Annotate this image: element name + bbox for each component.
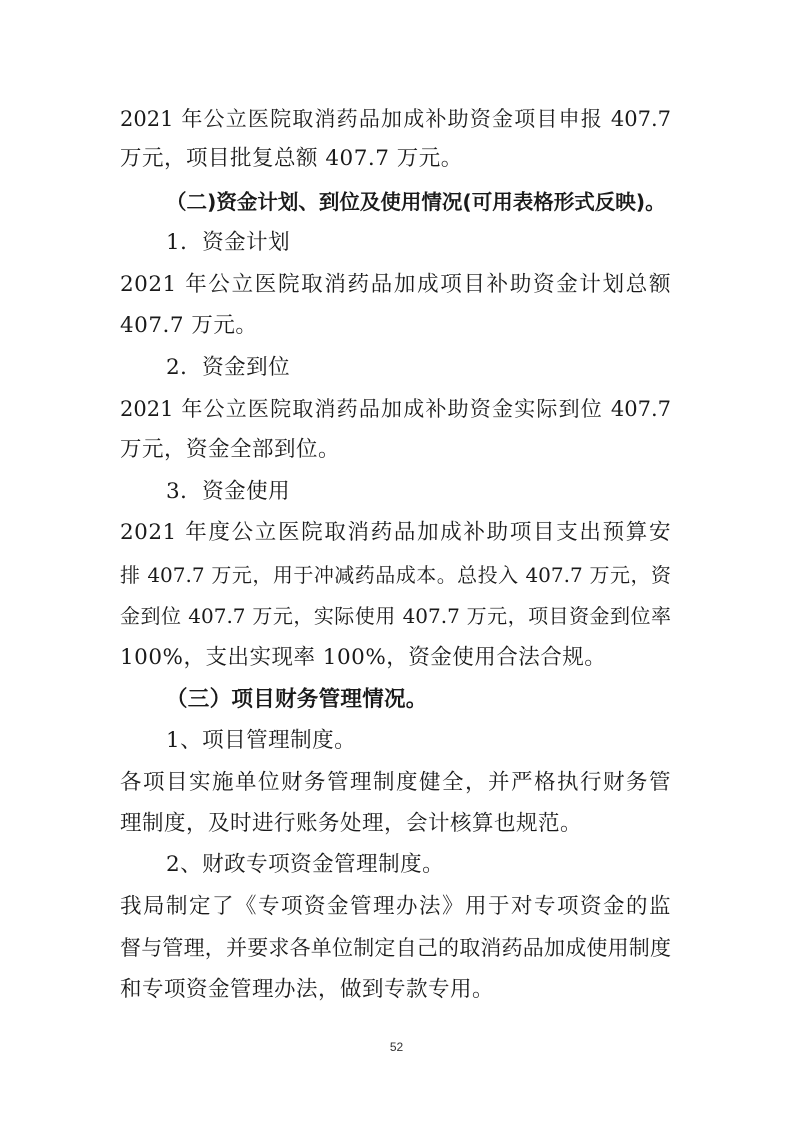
subsection-title: 2、财政专项资金管理制度。 xyxy=(166,852,445,877)
paragraph-line: 金到位 407.7 万元，实际使用 407.7 万元，项目资金到位率 xyxy=(120,604,671,628)
subsection-title: 3．资金使用 xyxy=(166,479,291,504)
paragraph-line: 2021 年公立医院取消药品加成项目补助资金计划总额 xyxy=(120,272,671,297)
paragraph-line: 督与管理，并要求各单位制定自己的取消药品加成使用制度 xyxy=(120,936,671,960)
paragraph-line: 2021 年公立医院取消药品加成补助资金项目申报 407.7 xyxy=(120,107,671,131)
paragraph-line: 和专项资金管理办法，做到专款专用。 xyxy=(120,977,495,1002)
paragraph-line: 407.7 万元。 xyxy=(120,313,258,338)
paragraph-line: 排 407.7 万元，用于冲减药品成本。总投入 407.7 万元，资 xyxy=(120,563,671,587)
section-heading: （二)资金计划、到位及使用情况(可用表格形式反映)。 xyxy=(166,190,666,214)
subsection-title: 2．资金到位 xyxy=(166,355,291,380)
paragraph-line: 我局制定了《专项资金管理办法》用于对专项资金的监 xyxy=(120,894,671,919)
paragraph-line: 万元，资金全部到位。 xyxy=(120,437,341,462)
paragraph-line: 100%，支出实现率 100%，资金使用合法合规。 xyxy=(120,645,607,670)
section-heading: （三）项目财务管理情况。 xyxy=(166,687,428,712)
paragraph-line: 万元，项目批复总额 407.7 万元。 xyxy=(120,146,463,171)
paragraph-line: 各项目实施单位财务管理制度健全，并严格执行财务管 xyxy=(120,770,671,795)
subsection-title: 1、项目管理制度。 xyxy=(166,728,357,753)
paragraph-line: 2021 年度公立医院取消药品加成补助项目支出预算安 xyxy=(120,520,671,545)
paragraph-line: 理制度，及时进行账务处理，会计核算也规范。 xyxy=(120,811,583,836)
page-number: 52 xyxy=(389,1040,404,1054)
paragraph-line: 2021 年公立医院取消药品加成补助资金实际到位 407.7 xyxy=(120,397,671,421)
subsection-title: 1．资金计划 xyxy=(166,230,291,255)
